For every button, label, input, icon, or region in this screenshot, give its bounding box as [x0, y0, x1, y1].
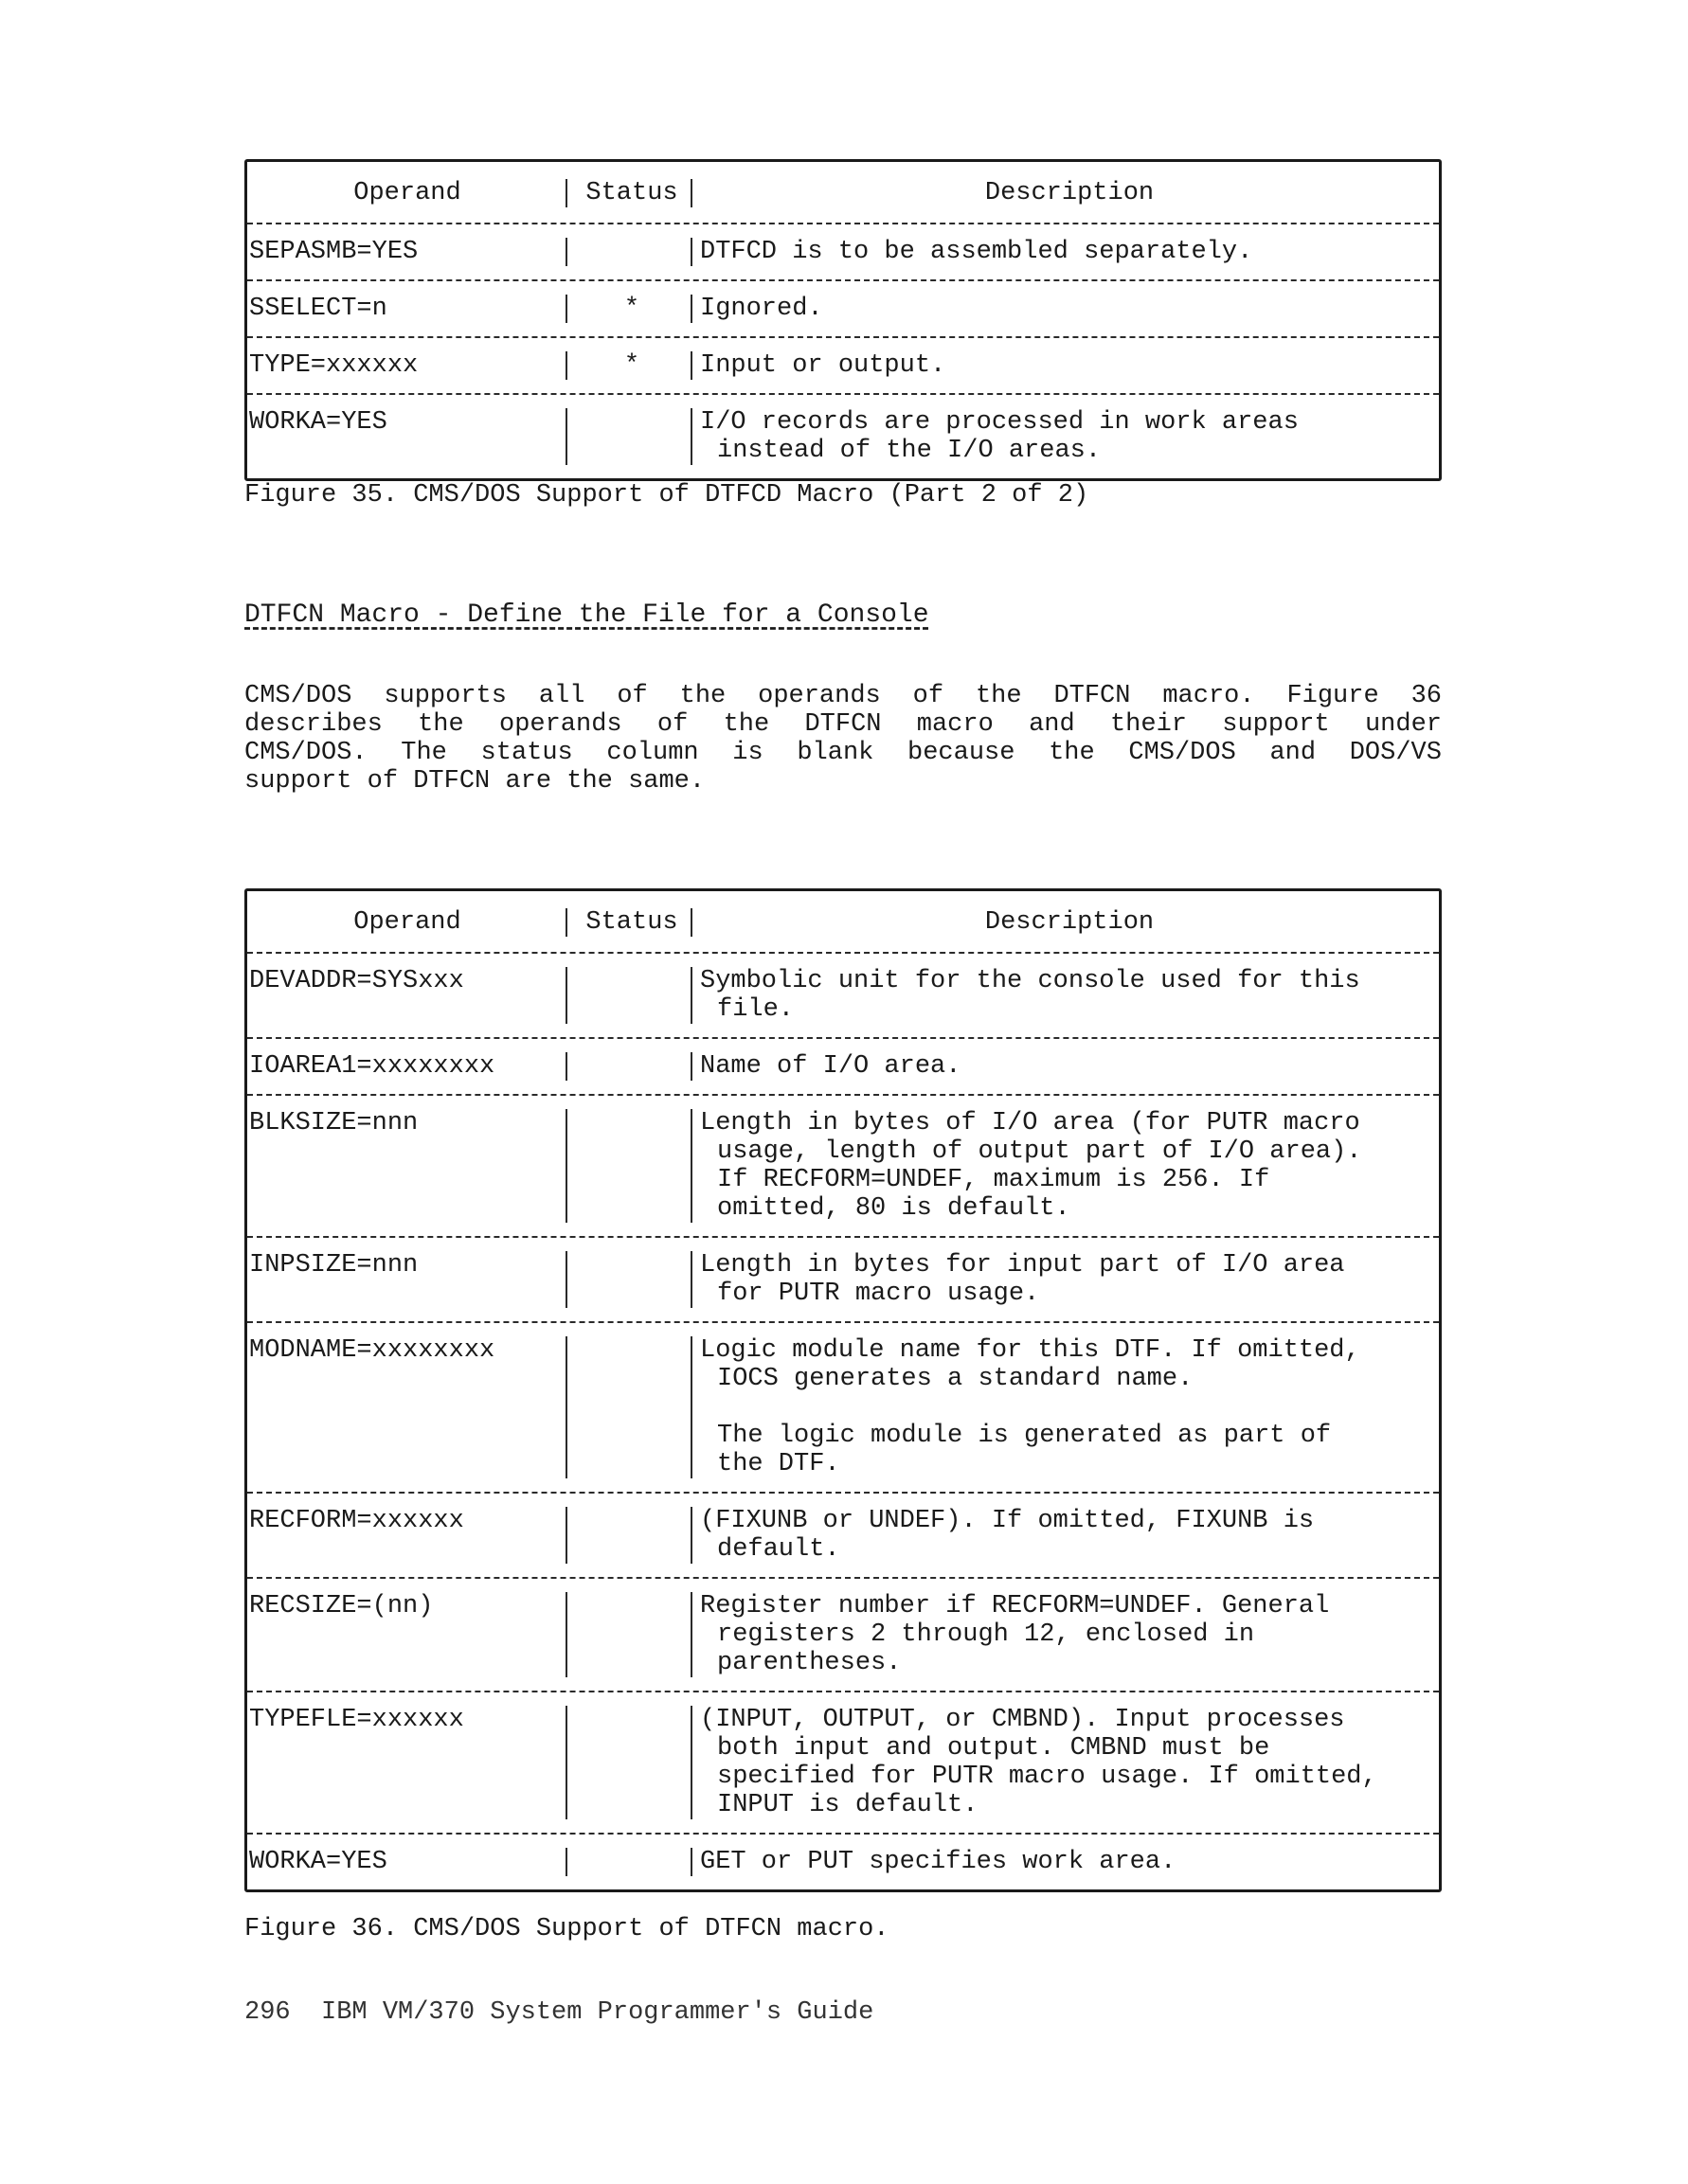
description-cell [691, 1592, 1439, 1677]
description-line: The logic module is generated as part of [717, 1422, 1332, 1450]
description-line: the DTF. [717, 1450, 840, 1478]
description-cell [691, 1109, 1439, 1223]
table-row [247, 1236, 1439, 1321]
description-header: Description [691, 179, 1439, 207]
description-line [700, 1393, 1439, 1422]
operand-cell: MODNAME=xxxxxxxx [249, 1336, 495, 1365]
description-cell [691, 295, 1439, 323]
operand-cell: TYPE=xxxxxx [249, 351, 419, 380]
description-cell [691, 351, 1439, 380]
page-footer: 296 IBM VM/370 System Programmer's Guide [244, 1998, 874, 2027]
description-line: specified for PUTR macro usage. If omitted, [717, 1763, 1377, 1791]
paragraph-word: the [679, 682, 727, 710]
table-row [247, 1691, 1439, 1833]
description-cell [691, 1848, 1439, 1876]
status-cell [566, 1848, 691, 1876]
description-line: INPUT is default. [717, 1791, 979, 1819]
paragraph-word: The [401, 739, 447, 767]
description-line: both input and output. CMBND must be [717, 1734, 1270, 1763]
description-line: usage, length of output part of I/O area). [717, 1137, 1362, 1166]
paragraph-word: Figure [1286, 682, 1379, 710]
table-row [247, 1833, 1439, 1889]
operand-cell: BLKSIZE=nnn [249, 1109, 419, 1137]
paragraph-word: because [907, 739, 1015, 767]
section-paragraph [244, 682, 1442, 796]
status-cell [566, 1109, 691, 1223]
description-line: GET or PUT specifies work area. [700, 1848, 1176, 1876]
description-header: Description [691, 908, 1439, 937]
operand-cell: TYPEFLE=xxxxxx [249, 1706, 464, 1734]
section-heading: DTFCN Macro - Define the File for a Console [244, 600, 929, 630]
paragraph-word: operands [758, 682, 881, 710]
table-header-row [247, 162, 1439, 223]
status-cell [566, 408, 691, 465]
status-cell [566, 1052, 691, 1081]
table-row [247, 393, 1439, 478]
description-cell [691, 1706, 1439, 1819]
description-cell [691, 967, 1439, 1024]
status-cell [566, 1706, 691, 1819]
operand-cell: INPSIZE=nnn [249, 1251, 419, 1280]
paragraph-word: CMS/DOS [244, 682, 352, 710]
description-line: Register number if RECFORM=UNDEF. General [700, 1592, 1330, 1620]
paragraph-word: blank [797, 739, 874, 767]
description-line: IOCS generates a standard name. [717, 1365, 1194, 1393]
description-line: instead of the I/O areas. [717, 437, 1102, 465]
paragraph-word: macro. [1162, 682, 1255, 710]
status-header: Status [566, 179, 691, 207]
paragraph-line [244, 710, 1442, 739]
table-row [247, 1321, 1439, 1492]
table-row [247, 223, 1439, 279]
table-row [247, 952, 1439, 1037]
table-row [247, 1037, 1439, 1094]
description-line: (INPUT, OUTPUT, or CMBND). Input processes [700, 1706, 1345, 1734]
status-cell [566, 967, 691, 1024]
operand-header: Operand [353, 908, 461, 937]
description-line: Logic module name for this DTF. If omitted, [700, 1336, 1360, 1365]
status-cell [566, 1336, 691, 1478]
paragraph-word: the [723, 710, 770, 739]
table-row [247, 1492, 1439, 1577]
description-line: file. [717, 995, 795, 1024]
table-header-row [247, 891, 1439, 952]
description-line: Ignored. [700, 295, 823, 323]
paragraph-word: and [1269, 739, 1317, 767]
figure-35-caption: Figure 35. CMS/DOS Support of DTFCD Macro (Part 2 of 2) [244, 481, 1089, 510]
description-line: Length in bytes for input part of I/O area [700, 1251, 1345, 1280]
description-cell [691, 1507, 1439, 1564]
status-cell: * [566, 351, 691, 380]
paragraph-word: of [912, 682, 944, 710]
description-line: Name of I/O area. [700, 1052, 961, 1081]
paragraph-word: 36 [1410, 682, 1442, 710]
operand-cell: IOAREA1=xxxxxxxx [249, 1052, 495, 1081]
paragraph-word: supports [384, 682, 507, 710]
operand-cell: DEVADDR=SYSxxx [249, 967, 464, 995]
paragraph-word: macro [916, 710, 994, 739]
table-row [247, 1094, 1439, 1236]
description-line: Length in bytes of I/O area (for PUTR macro [700, 1109, 1360, 1137]
description-line: Symbolic unit for the console used for this [700, 967, 1360, 995]
description-line: default. [717, 1535, 840, 1564]
operand-header: Operand [353, 179, 461, 207]
paragraph-word: CMS/DOS. [244, 739, 368, 767]
description-cell [691, 1336, 1439, 1478]
description-cell [691, 238, 1439, 266]
operand-cell: WORKA=YES [249, 408, 387, 437]
description-line: If RECFORM=UNDEF, maximum is 256. If [717, 1166, 1270, 1194]
paragraph-word: the [975, 682, 1022, 710]
paragraph-line [244, 739, 1442, 767]
dtfcn-support-table [244, 888, 1442, 1892]
description-line: omitted, 80 is default. [717, 1194, 1070, 1223]
paragraph-word: operands [499, 710, 622, 739]
description-line: Input or output. [700, 351, 946, 380]
paragraph-word: and [1029, 710, 1075, 739]
paragraph-word: is [732, 739, 763, 767]
paragraph-word: of [617, 682, 648, 710]
paragraph-word: their [1109, 710, 1187, 739]
description-line: registers 2 through 12, enclosed in [717, 1620, 1255, 1649]
dtfcd-support-table [244, 159, 1442, 481]
description-line: DTFCD is to be assembled separately. [700, 238, 1253, 266]
description-cell [691, 1251, 1439, 1308]
paragraph-word: status [480, 739, 573, 767]
paragraph-line [244, 767, 1442, 796]
description-line: (FIXUNB or UNDEF). If omitted, FIXUNB is [700, 1507, 1315, 1535]
figure-36-caption: Figure 36. CMS/DOS Support of DTFCN macro. [244, 1915, 889, 1943]
status-cell: * [566, 295, 691, 323]
operand-cell: RECFORM=xxxxxx [249, 1507, 464, 1535]
paragraph-line [244, 682, 1442, 710]
table-row [247, 336, 1439, 393]
operand-cell: RECSIZE=(nn) [249, 1592, 434, 1620]
paragraph-word: CMS/DOS [1128, 739, 1236, 767]
description-line: parentheses. [717, 1649, 902, 1677]
paragraph-word: describes [244, 710, 383, 739]
paragraph-word: DTFCN [804, 710, 882, 739]
description-line: for PUTR macro usage. [717, 1280, 1040, 1308]
paragraph-word: the [418, 710, 464, 739]
status-header: Status [566, 908, 691, 937]
paragraph-word: support of DTFCN are the same. [244, 767, 706, 796]
paragraph-word: the [1049, 739, 1095, 767]
description-line: I/O records are processed in work areas [700, 408, 1299, 437]
description-cell [691, 408, 1439, 465]
status-cell [566, 1507, 691, 1564]
operand-cell: WORKA=YES [249, 1848, 387, 1876]
paragraph-word: under [1364, 710, 1442, 739]
paragraph-word: DOS/VS [1349, 739, 1442, 767]
paragraph-word: support [1222, 710, 1330, 739]
operand-cell: SEPASMB=YES [249, 238, 419, 266]
table-row [247, 1577, 1439, 1691]
paragraph-word: of [656, 710, 689, 739]
table-row [247, 279, 1439, 336]
paragraph-word: DTFCN [1053, 682, 1131, 710]
paragraph-word: column [606, 739, 699, 767]
paragraph-word: all [538, 682, 585, 710]
status-cell [566, 1592, 691, 1677]
status-cell [566, 1251, 691, 1308]
operand-cell: SSELECT=n [249, 295, 387, 323]
status-cell [566, 238, 691, 266]
description-cell [691, 1052, 1439, 1081]
